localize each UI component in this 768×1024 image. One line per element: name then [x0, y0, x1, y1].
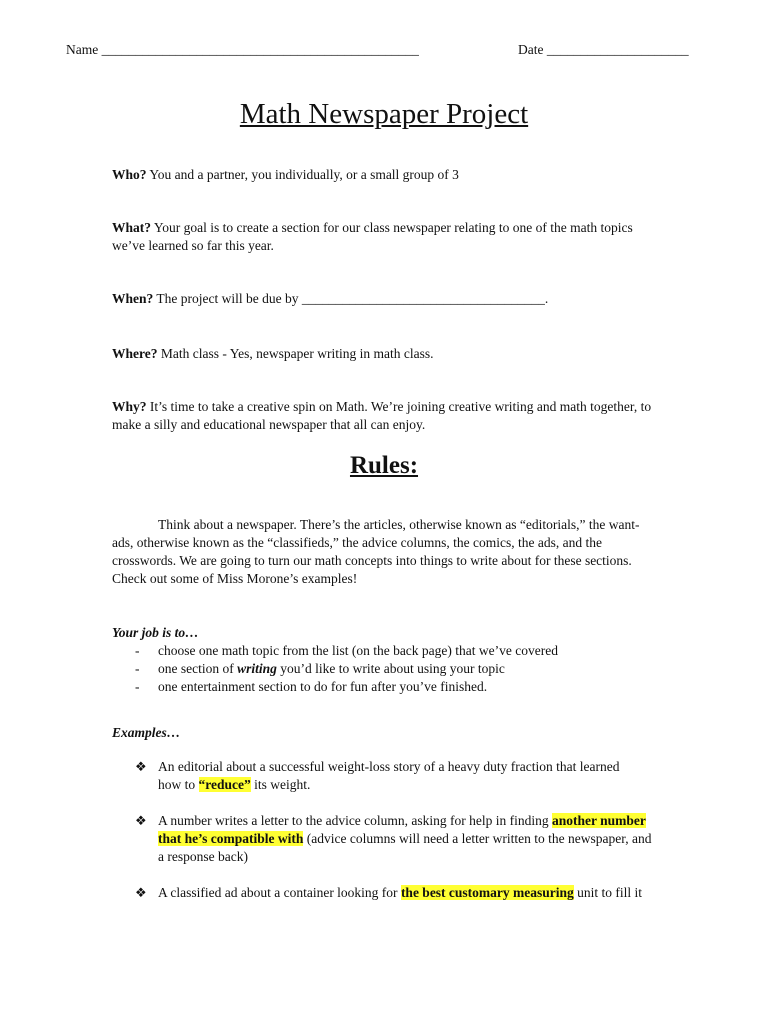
page-title: Math Newspaper Project	[239, 98, 529, 130]
example-editorial-pre: An editorial about a successful weight-loss story of a heavy duty fraction that learned how to	[158, 759, 620, 792]
job-item-writing-pre: one section of	[158, 661, 238, 676]
where-section	[112, 345, 652, 363]
name-blank: _______________________________________________	[101, 42, 419, 57]
example-classified	[158, 884, 653, 902]
rules-heading: Rules:	[349, 452, 419, 479]
what-label: What?	[112, 220, 152, 235]
job-item-writing-emphasis: writing	[237, 661, 277, 676]
date-blank: _____________________	[546, 42, 689, 57]
name-field	[66, 41, 419, 59]
where-label: Where?	[112, 346, 158, 361]
example-advice-pre: A number writes a letter to the advice column, asking for help in finding	[158, 813, 553, 828]
why-section	[112, 398, 652, 434]
job-item-topic: choose one math topic from the list (on the back page) that we’ve covered	[158, 643, 558, 658]
who-section	[112, 166, 652, 184]
when-section	[112, 290, 652, 308]
job-list	[0, 642, 768, 702]
job-item-writing-post: you’d like to write about using your topic	[276, 661, 505, 676]
why-label: Why?	[112, 399, 147, 414]
where-text: Math class - Yes, newspaper writing in math class.	[157, 346, 434, 361]
when-label: When?	[112, 291, 154, 306]
date-field	[518, 41, 689, 59]
what-text: Your goal is to create a section for our class newspaper relating to one of the math topics we’ve learned so far this year.	[112, 220, 633, 253]
who-text: You and a partner, you individually, or a small group of 3	[146, 167, 459, 182]
example-editorial-post: its weight.	[250, 777, 311, 792]
example-editorial	[158, 758, 638, 794]
when-text: The project will be due by	[153, 291, 302, 306]
example-classified-highlight: the best customary measuring	[400, 885, 574, 900]
example-classified-post: unit to fill it	[573, 885, 643, 900]
why-text: It’s time to take a creative spin on Math. We’re joining creative writing and math together, to make a silly and educational newspaper that all can enjoy.	[112, 399, 652, 432]
dash-marker: -	[135, 643, 140, 658]
example-editorial-highlight: “reduce”	[198, 777, 251, 792]
diamond-bullet-icon: ❖	[135, 759, 147, 774]
job-heading: Your job is to…	[112, 625, 199, 640]
diamond-bullet-icon: ❖	[135, 885, 147, 900]
name-label: Name	[66, 42, 99, 57]
date-label: Date	[518, 42, 544, 57]
example-advice-post: (advice columns will need a letter written to the newspaper, and a response back)	[158, 831, 652, 864]
example-classified-pre: A classified ad about a container looking for	[158, 885, 401, 900]
when-period: .	[544, 291, 549, 306]
job-item-writing	[158, 660, 658, 678]
due-date-blank: ____________________________________	[301, 291, 545, 306]
examples-heading: Examples…	[112, 725, 181, 740]
what-section	[112, 219, 652, 255]
who-label: Who?	[112, 167, 147, 182]
diamond-bullet-icon: ❖	[135, 813, 147, 828]
example-advice-column	[158, 812, 653, 866]
job-item-entertainment: one entertainment section to do for fun after you’ve finished.	[158, 679, 488, 694]
example-advice-highlight: another number that he’s compatible with	[158, 813, 646, 846]
dash-marker: -	[135, 679, 140, 694]
dash-marker: -	[135, 661, 140, 676]
rules-paragraph: Think about a newspaper. There’s the articles, otherwise known as “editorials,” the want-ads, otherwise known as the “classifieds,” the advice columns, the comics, the ads, and the crosswords. We are going to turn our math concepts into things to write about for these sections. Check out some of Miss Morone’s examples!	[112, 517, 640, 586]
